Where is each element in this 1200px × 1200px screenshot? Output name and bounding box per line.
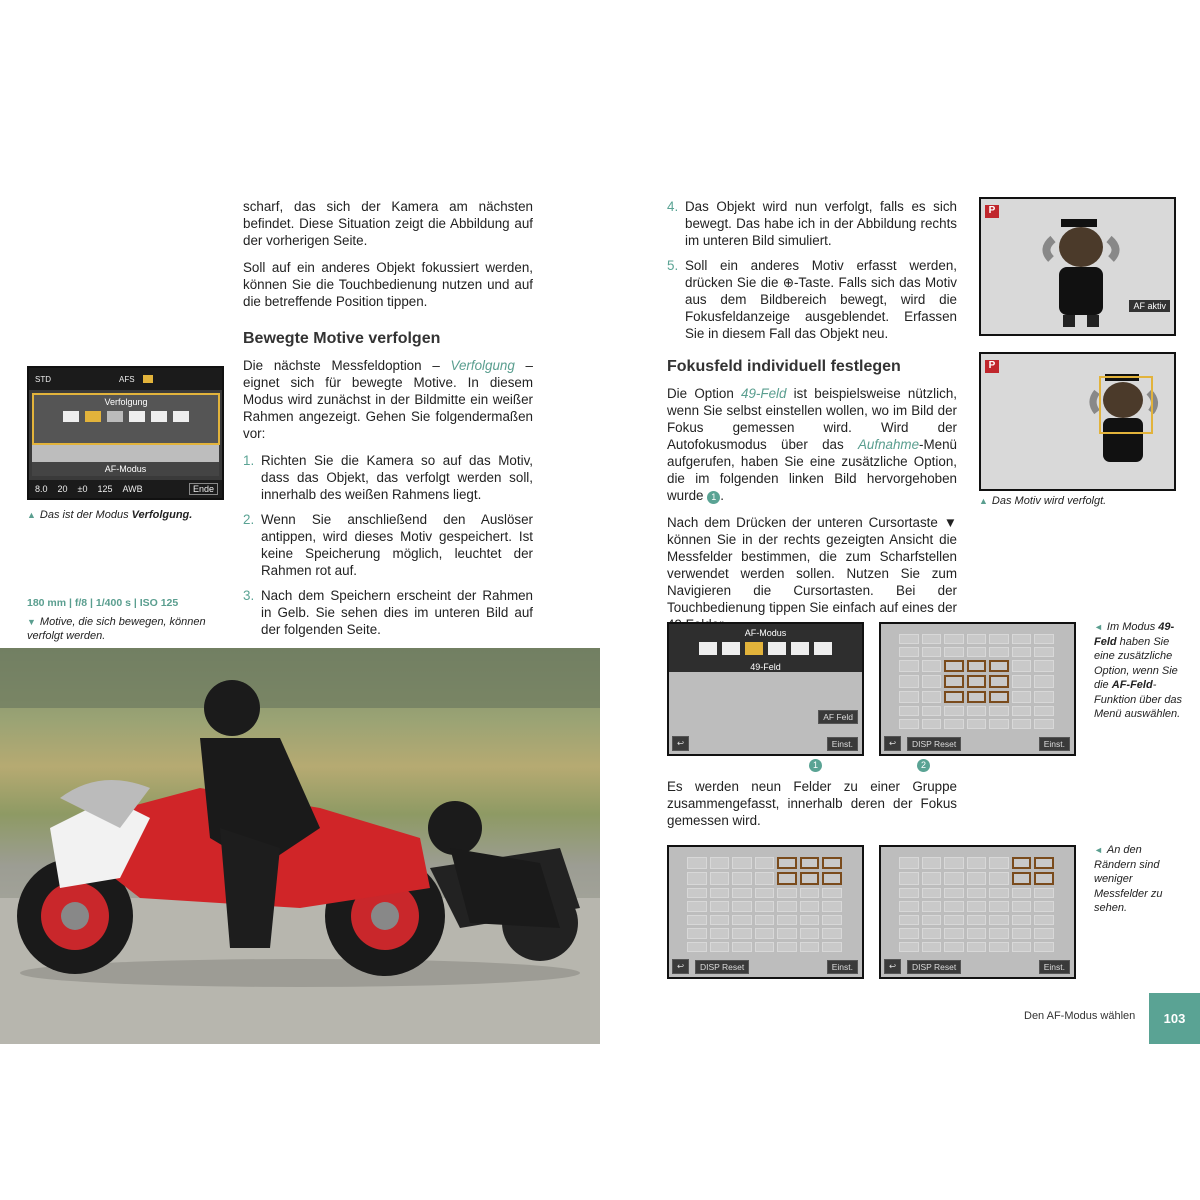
camera-screen-49field-edge-2 xyxy=(879,845,1076,979)
screen-status-bar: STD AFS xyxy=(29,368,222,390)
custom-multi-icon[interactable] xyxy=(768,642,786,655)
right-steps xyxy=(667,198,957,342)
step-item: 2. Wenn Sie anschließend den Auslöser antippen, wird dieses Motiv gespeichert. Ist keine Speicherung möglich, leuchtet der Rahmen rot auf. xyxy=(243,512,533,578)
step-item: 5. Soll ein anderes Motiv erfasst werden, drücken Sie die ⊕-Taste. Falls sich das Motiv aus dem Bildbereich bewegt, wird die Fokusfeldanzeige ausgeblendet. Erfassen Sie in diesem Fall das Objekt neu. xyxy=(667,258,957,341)
49-field-icon[interactable] xyxy=(107,411,123,422)
back-button[interactable]: ↩ xyxy=(884,959,901,974)
footer-section-title: Den AF-Modus wählen xyxy=(1024,1010,1136,1022)
right-para-2: Nach dem Drücken der unteren Cursortaste ▼ können Sie in der rechts gezeigten Ansicht die Messfelder bestimmen, die zum Scharfstellen verwendet werden sollen. Nutzen Sie zum Navigieren die Cursortasten. Bei der Touchbedienung tippen Sie einfach auf eines der xyxy=(667,515,957,615)
mode-p-badge: P xyxy=(985,205,999,218)
reset-button[interactable]: DISP Reset xyxy=(907,960,961,974)
left-steps xyxy=(243,452,533,638)
side-caption-edges: ◄ An den Rändern sind weniger Messfelder zu sehen. xyxy=(1094,844,1163,914)
einst-button[interactable]: Einst. xyxy=(1039,737,1070,751)
mode-p-badge: P xyxy=(985,360,999,373)
screen-bottom-bar: 8.0 20 ±0 125 AWB Ende xyxy=(29,480,222,498)
reset-button[interactable]: DISP Reset xyxy=(907,737,961,751)
reset-button[interactable]: DISP Reset xyxy=(695,960,749,974)
1-area-icon[interactable] xyxy=(791,642,809,655)
tracking-mode-icon[interactable] xyxy=(722,642,740,655)
back-button[interactable]: ↩ xyxy=(884,736,901,751)
af-mode-footer: AF-Modus xyxy=(32,462,219,476)
tracking-frame xyxy=(1099,376,1153,434)
marker-1-icon: 1 xyxy=(809,759,822,772)
left-intro: Die nächste Messfeldoption – Verfolgung – eignet sich für bewegte Motive. In diesem Modus wird zunächst in der Bildmitte ein weißer Rahmen angezeigt. Gehen Sie folgendermaßen vor: xyxy=(243,358,533,441)
caption-verfolgung: ▲ Das ist der Modus Verfolgung. xyxy=(27,509,193,521)
marker-2-icon: 2 xyxy=(917,759,930,772)
pinpoint-icon[interactable] xyxy=(173,411,189,422)
face-detect-icon[interactable] xyxy=(63,411,79,422)
einst-button[interactable]: Einst. xyxy=(827,737,858,751)
page-number: 103 xyxy=(1149,993,1200,1044)
af-menu-selection-label: 49-Feld xyxy=(750,662,781,672)
custom-multi-icon[interactable] xyxy=(129,411,145,422)
left-para-2: Soll auf ein anderes Objekt fokussiert werden, können Sie die Touchbedienung nutzen und auf die betreffende Position tippen. xyxy=(243,260,533,309)
tracking-photo-1 xyxy=(979,197,1176,336)
camera-screen-verfolgung xyxy=(27,366,224,500)
motorbike-photo xyxy=(0,648,600,1044)
step-item: 4. Das Objekt wird nun verfolgt, falls es sich bewegt. Das habe ich in der Abbildung rechts im unteren Bild simuliert. xyxy=(667,199,957,248)
1-area-icon[interactable] xyxy=(151,411,167,422)
photo-exif: 180 mm | f/8 | 1/400 s | ISO 125 xyxy=(27,597,179,609)
tracking-photo-2 xyxy=(979,352,1176,491)
einst-button[interactable]: Einst. xyxy=(1039,960,1070,974)
caption-motorbike: ▼ Motive, die sich bewegen, können verfolgt werden. xyxy=(27,616,206,642)
left-text-column xyxy=(243,198,533,646)
tracking-mode-icon[interactable] xyxy=(85,411,101,422)
tracking-icon xyxy=(143,375,153,383)
step-item: 3. Nach dem Speichern erscheint der Rahmen in Gelb. Sie sehen dies im unteren Bild auf der folgenden Seite. xyxy=(243,588,533,637)
camera-screen-49field-center xyxy=(879,622,1076,756)
right-para-3: Es werden neun Felder zu einer Gruppe zusammengefasst, innerhalb deren der Fokus gemessen wird. xyxy=(667,779,957,828)
focus-grid[interactable] xyxy=(899,857,1054,952)
right-para-1: Die Option 49-Feld ist beispielsweise nützlich, wenn Sie selbst einstellen wollen, wo im Bild der Fokus gemessen wird. Wird der Autofokusmodus über das Aufnahme-Menü aufgerufen, haben Sie eine zusätzliche Option, die im folgenden linken Bild hervorgehoben wurde 1 . xyxy=(667,386,957,503)
back-button[interactable]: ↩ xyxy=(672,959,689,974)
right-text-column xyxy=(667,198,957,643)
af-mode-selector[interactable] xyxy=(32,393,220,445)
selected-mode-label: Verfolgung xyxy=(104,397,148,407)
caption-tracked: ▲ Das Motiv wird verfolgt. xyxy=(979,495,1107,507)
einst-button[interactable]: Einst. xyxy=(827,960,858,974)
49-field-icon[interactable] xyxy=(745,642,763,655)
camera-screen-49field-edge-1 xyxy=(667,845,864,979)
left-para-1: scharf, das sich der Kamera am nächsten befindet. Diese Situation zeigt die Abbildung auf der vorherigen Seite. xyxy=(243,199,533,248)
af-active-badge: AF aktiv xyxy=(1129,300,1170,312)
pinpoint-icon[interactable] xyxy=(814,642,832,655)
step-item: 1. Richten Sie die Kamera so auf das Motiv, dass das Objekt, das verfolgt werden soll, innerhalb des weißen Rahmens liegt. xyxy=(243,453,533,502)
marker-1-icon: 1 xyxy=(707,491,720,504)
left-heading: Bewegte Motive verfolgen xyxy=(243,330,441,347)
camera-screen-af-modus xyxy=(667,622,864,756)
face-detect-icon[interactable] xyxy=(699,642,717,655)
right-heading: Fokusfeld individuell festlegen xyxy=(667,358,901,375)
side-caption-49feld: ◄ Im Modus 49-Feld haben Sie eine zusätzliche Option, wenn Sie die AF-Feld-Funktion über das Menü auswählen. xyxy=(1094,621,1183,720)
end-button[interactable]: Ende xyxy=(189,483,218,495)
af-feld-button[interactable]: AF Feld xyxy=(818,710,858,724)
focus-grid[interactable] xyxy=(899,634,1054,729)
focus-grid[interactable] xyxy=(687,857,842,952)
back-button[interactable]: ↩ xyxy=(672,736,689,751)
af-menu-title: AF-Modus xyxy=(744,628,787,638)
